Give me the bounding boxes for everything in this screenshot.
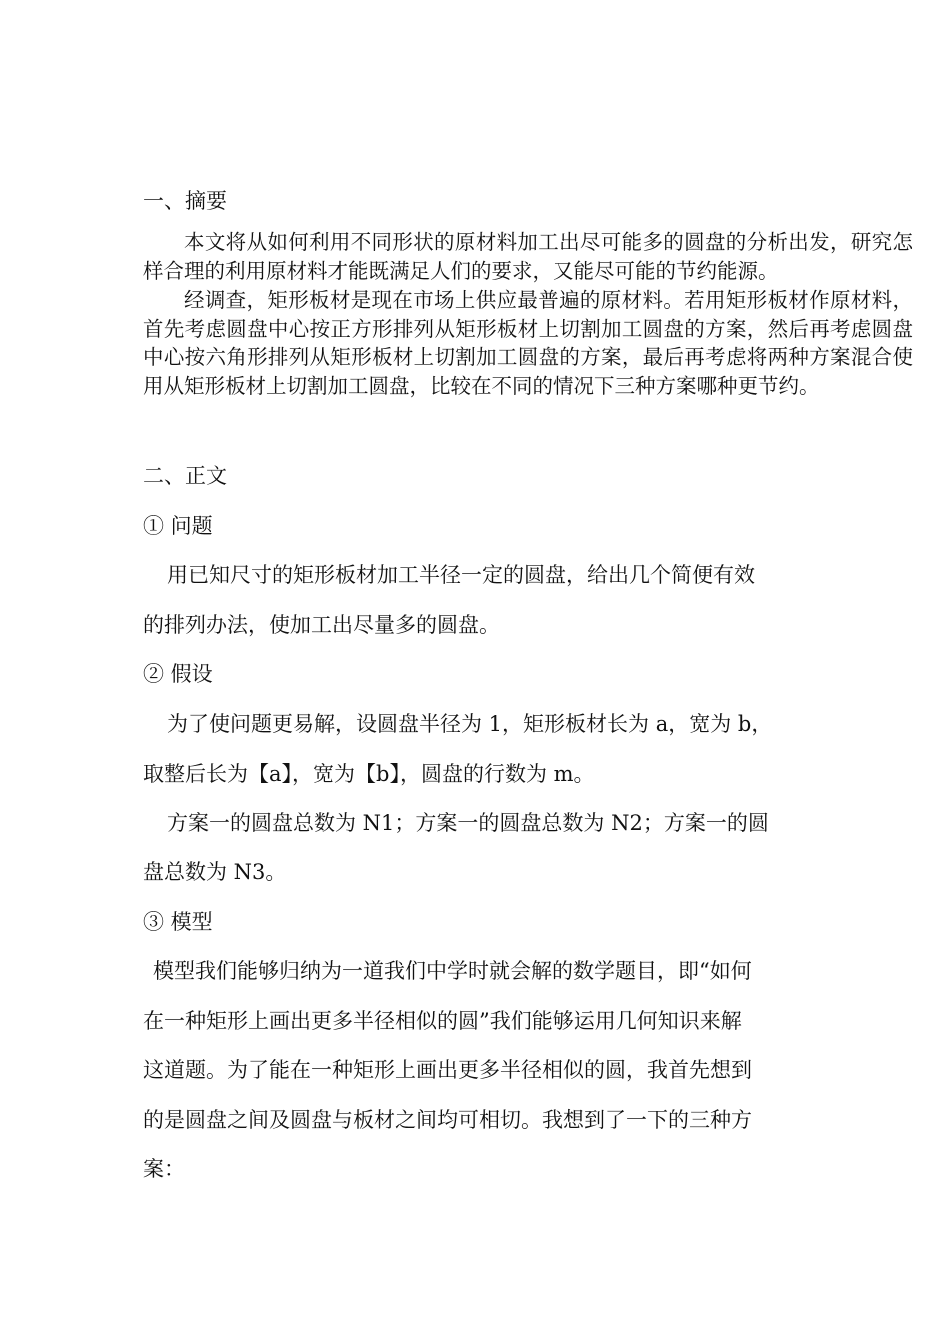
model-line-2: 在一种矩形上画出更多半径相似的圆”我们能够运用几何知识来解 bbox=[143, 1009, 742, 1033]
model-line-4: 的是圆盘之间及圆盘与板材之间均可相切。我想到了一下的三种方 bbox=[143, 1108, 752, 1132]
problem-line-1: 用已知尺寸的矩形板材加工半径一定的圆盘，给出几个简便有效 bbox=[167, 563, 755, 587]
assumption-line-1: 为了使问题更易解，设圆盘半径为 1，矩形板材长为 a，宽为 b， bbox=[167, 712, 773, 736]
abstract-paragraph-2: 经调查，矩形板材是现在市场上供应最普遍的原材料。若用矩形板材作原材料，首先考虑圆盘中心按正方形排列从矩形板材上切割加工圆盘的方案，然后再考虑圆盘中心按六角形排列从矩形板材上切割加工圆盘的方案，最后再考虑将两种方案混合使用从矩形板材上切割加工圆盘，比较在不同的情况下三种方案哪种更节约。 bbox=[143, 288, 913, 398]
model-line-3: 这道题。为了能在一种矩形上画出更多半径相似的圆，我首先想到 bbox=[143, 1058, 752, 1082]
abstract-heading: 一、摘要 bbox=[143, 189, 227, 213]
assumption-line-3: 方案一的圆盘总数为 N1；方案一的圆盘总数为 N2；方案一的圆 bbox=[167, 811, 769, 835]
assumption-heading: ② 假设 bbox=[143, 662, 213, 686]
model-line-5: 案： bbox=[143, 1157, 185, 1181]
assumption-line-4: 盘总数为 N3。 bbox=[143, 860, 287, 884]
assumption-line-2: 取整后长为【a】，宽为【b】，圆盘的行数为 m。 bbox=[143, 762, 595, 786]
problem-heading: ① 问题 bbox=[143, 514, 213, 538]
problem-line-2: 的排列办法，使加工出尽量多的圆盘。 bbox=[143, 613, 500, 637]
model-heading: ③ 模型 bbox=[143, 910, 213, 934]
abstract-paragraph-1: 本文将从如何利用不同形状的原材料加工出尽可能多的圆盘的分析出发，研究怎样合理的利用原材料才能既满足人们的要求，又能尽可能的节约能源。 bbox=[143, 230, 913, 283]
main-body-heading: 二、正文 bbox=[143, 464, 227, 488]
model-line-1: 模型我们能够归纳为一道我们中学时就会解的数学题目，即“如何 bbox=[153, 959, 752, 983]
